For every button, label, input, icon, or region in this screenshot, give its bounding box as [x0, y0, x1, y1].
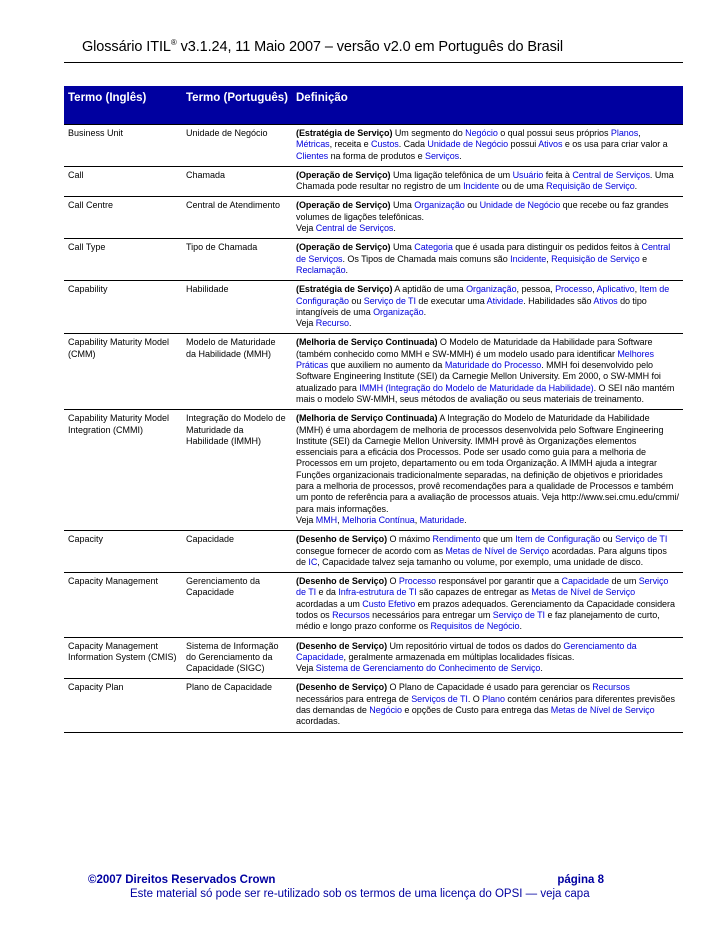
definition-text: feita à: [543, 169, 573, 180]
table-row: [64, 334, 683, 410]
definition-text: responsável por garantir que a: [436, 576, 562, 587]
definition-text: e faz planejamento de curto, médio e longo prazo conforme os: [296, 609, 660, 632]
table-row: [64, 531, 683, 573]
table-row: [64, 573, 683, 637]
glossary-cross-reference[interactable]: Reclamação: [296, 264, 346, 275]
definition-text: .: [634, 181, 638, 192]
definition-text: e da: [316, 587, 339, 598]
definition-text: que é usada para distinguir os pedidos feitos à: [452, 242, 642, 253]
glossary-cross-reference[interactable]: Processo: [398, 576, 437, 587]
definition-text: .: [540, 663, 543, 674]
glossary-cross-reference[interactable]: Capacidade: [561, 576, 610, 587]
glossary-cross-reference[interactable]: Melhoria Contínua: [342, 514, 415, 525]
glossary-cross-reference[interactable]: Métricas: [296, 139, 330, 150]
glossary-cross-reference[interactable]: Requisição de Serviço: [546, 181, 635, 192]
glossary-cross-reference[interactable]: Requisitos de Negócio: [430, 621, 520, 632]
definition-text: que um: [480, 534, 516, 545]
definition-category: (Estratégia de Serviço): [296, 128, 393, 138]
term-definition: [292, 125, 683, 167]
term-portuguese: Integração do Modelo de Maturidade da Habilidade (IMMH): [182, 410, 292, 531]
term-english: Capability: [64, 281, 182, 334]
definition-text: possui: [508, 139, 539, 150]
definition-text: ,: [634, 284, 640, 295]
definition-text: , pessoa,: [516, 284, 556, 295]
term-portuguese: Capacidade: [182, 531, 292, 573]
definition-text: ,: [414, 514, 420, 525]
glossary-cross-reference[interactable]: Categoria: [414, 242, 453, 253]
table-row: [64, 281, 683, 334]
term-definition: [292, 334, 683, 410]
definition-text: .: [464, 514, 467, 525]
glossary-cross-reference[interactable]: Item de Configuração: [296, 284, 670, 306]
term-definition: [292, 197, 683, 239]
glossary-cross-reference[interactable]: Metas de Nível de Serviço: [550, 705, 655, 716]
glossary-cross-reference[interactable]: Metas de Nível de Serviço: [531, 587, 636, 598]
glossary-cross-reference[interactable]: Plano: [482, 693, 505, 704]
glossary-cross-reference[interactable]: Sistema de Gerenciamento do Conhecimento de Serviço: [315, 663, 541, 674]
glossary-cross-reference[interactable]: Serviço de TI: [492, 609, 545, 620]
definition-text: .: [345, 264, 348, 275]
table-row: [64, 679, 683, 732]
definition-text: .: [519, 621, 522, 632]
definition-text: necessários para entregar um: [369, 609, 493, 620]
glossary-cross-reference[interactable]: Recurso: [315, 318, 349, 329]
definition-text: .: [459, 150, 462, 161]
definition-text: O Modelo de Maturidade da Habilidade para Software (também conhecido como MMH e SW-MMH) é um modelo usado para identificar: [296, 337, 653, 359]
definition-text: ou de uma: [499, 181, 547, 192]
definition-text: acordadas.: [296, 716, 341, 727]
glossary-cross-reference[interactable]: Custo Efetivo: [362, 598, 416, 609]
definition-text: consegue fornecer de acordo com as: [296, 545, 446, 556]
glossary-cross-reference[interactable]: Central de Serviços: [296, 242, 671, 264]
term-english: Call Centre: [64, 197, 182, 239]
registered-mark: ®: [170, 38, 177, 47]
term-definition: [292, 679, 683, 732]
header-version: v3.1.24, 11 Maio 2007 – versão v2.0 em Português do Brasil: [176, 39, 564, 55]
term-portuguese: Modelo de Maturidade da Habilidade (MMH): [182, 334, 292, 410]
glossary-cross-reference[interactable]: Recursos: [592, 682, 630, 693]
definition-category: (Operação de Serviço): [296, 200, 391, 211]
definition-text: Um segmento do: [392, 128, 466, 138]
table-row: [64, 197, 683, 239]
definition-text: . O SEI não mantém mais o modelo SW-MMH, seus métodos de avaliação ou seus materiais de treinamento.: [296, 382, 675, 404]
term-portuguese: Chamada: [182, 166, 292, 197]
glossary-cross-reference[interactable]: Clientes: [296, 150, 329, 161]
glossary-cross-reference[interactable]: Incidente: [463, 181, 500, 192]
definition-text: em prazos adequados. Gerenciamento da Capacidade considera todos os: [296, 598, 675, 620]
glossary-cross-reference[interactable]: Maturidade do Processo: [444, 360, 542, 371]
glossary-cross-reference[interactable]: Melhores Práticas: [296, 348, 654, 371]
term-english: Capability Maturity Model Integration (CMMI): [64, 410, 182, 531]
definition-text: que auxiliem no aumento da: [328, 360, 445, 371]
table-header-row: [64, 86, 683, 125]
glossary-cross-reference[interactable]: Central de Serviços: [572, 169, 650, 180]
definition-text: contém cenários para diferentes previsões das demandas de: [296, 693, 675, 716]
definition-text: e opções de Custo para entrega das: [401, 705, 551, 716]
glossary-cross-reference[interactable]: Incidente: [510, 253, 547, 264]
term-definition: [292, 637, 683, 679]
definition-category: (Desenho de Serviço): [296, 576, 388, 587]
header-rule: [64, 62, 683, 63]
definition-text: Veja: [296, 318, 316, 329]
term-definition: [292, 239, 683, 281]
term-english: Capability Maturity Model (CMM): [64, 334, 182, 410]
definition-text: e: [639, 253, 648, 264]
glossary-cross-reference[interactable]: MMH: [315, 514, 338, 525]
glossary-cross-reference[interactable]: Item de Configuração: [515, 534, 601, 545]
glossary-cross-reference[interactable]: Rendimento: [432, 534, 481, 545]
term-english: Call: [64, 166, 182, 197]
definition-text: Veja: [296, 663, 316, 674]
glossary-cross-reference[interactable]: Organização: [414, 200, 465, 211]
table-row: [64, 637, 683, 679]
glossary-cross-reference[interactable]: Serviços de TI: [411, 693, 468, 704]
definition-text: que recebe ou faz grandes volumes de ligações telefônicas.: [296, 200, 669, 222]
definition-text: de um: [609, 576, 639, 587]
glossary-cross-reference[interactable]: IC: [308, 556, 318, 567]
glossary-cross-reference[interactable]: Negócio: [465, 128, 498, 138]
definition-text: .: [393, 223, 396, 234]
term-portuguese: Unidade de Negócio: [182, 125, 292, 167]
definition-text: do tipo intangíveis de uma: [296, 295, 647, 317]
table-row: [64, 239, 683, 281]
definition-text: ou: [348, 295, 364, 306]
term-definition: [292, 166, 683, 197]
col-header-definition: Definição: [292, 86, 683, 125]
footer-copyright: ©2007 Direitos Reservados Crown: [88, 874, 276, 886]
glossary-cross-reference[interactable]: IMMH (Integração do Modelo de Maturidade da Habilidade): [359, 382, 594, 393]
definition-text: . Os Tipos de Chamada mais comuns são: [342, 253, 511, 264]
definition-text: A aptidão de uma: [392, 284, 467, 295]
footer-license: Este material só pode ser re-utilizado sob os termos de uma licença do OPSI — veja capa: [130, 888, 590, 900]
definition-text: . O: [467, 693, 483, 704]
glossary-cross-reference[interactable]: Processo: [555, 284, 593, 295]
header-title: Glossário ITIL: [82, 39, 171, 55]
definition-text: acordadas a um: [296, 598, 363, 609]
definition-category: (Desenho de Serviço): [296, 682, 388, 693]
document-header: [82, 38, 563, 55]
term-definition: [292, 573, 683, 637]
definition-category: (Melhoria de Serviço Continuada): [296, 337, 438, 348]
definition-text: e os usa para criar valor a: [562, 139, 668, 150]
glossary-cross-reference[interactable]: Unidade de Negócio: [479, 200, 561, 211]
definition-text: Uma: [390, 242, 415, 253]
definition-text: ,: [592, 284, 597, 295]
definition-text: Veja: [296, 223, 316, 234]
definition-text: Uma ligação telefônica de um: [390, 169, 513, 180]
table-row: [64, 166, 683, 197]
definition-text: ,: [638, 128, 641, 138]
col-header-term-en: Termo (Inglês): [64, 86, 182, 125]
glossary-cross-reference[interactable]: Planos: [610, 128, 639, 138]
term-english: Capacity Management Information System (CMIS): [64, 637, 182, 679]
term-english: Capacity Management: [64, 573, 182, 637]
definition-text: o qual possui seus próprios: [497, 128, 611, 138]
term-english: Call Type: [64, 239, 182, 281]
term-portuguese: Sistema de Informação do Gerenciamento da Capacidade (SIGC): [182, 637, 292, 679]
table-row: [64, 410, 683, 531]
definition-category: (Operação de Serviço): [296, 242, 391, 253]
definition-text: são capazes de entregar as: [416, 587, 532, 598]
definition-text: . Habilidades são: [523, 295, 594, 306]
glossary-cross-reference[interactable]: Serviço de TI: [615, 534, 668, 545]
glossary-rows: [64, 125, 683, 733]
term-portuguese: Habilidade: [182, 281, 292, 334]
glossary-cross-reference[interactable]: Atividade: [486, 295, 524, 306]
term-portuguese: Gerenciamento da Capacidade: [182, 573, 292, 637]
glossary-cross-reference[interactable]: Custos: [371, 139, 399, 150]
definition-text: . Uma Chamada pode resultar no registro de um: [296, 169, 674, 192]
glossary-cross-reference[interactable]: Ativos: [593, 295, 618, 306]
definition-category: (Estratégia de Serviço): [296, 284, 393, 295]
glossary-table: [64, 86, 683, 733]
col-header-term-pt: Termo (Português): [182, 86, 292, 125]
term-english: Capacity: [64, 531, 182, 573]
term-portuguese: Central de Atendimento: [182, 197, 292, 239]
term-english: Capacity Plan: [64, 679, 182, 732]
glossary-cross-reference[interactable]: Central de Serviços: [315, 223, 394, 234]
definition-text: Um repositório virtual de todos os dados do: [387, 640, 564, 651]
definition-text: .: [348, 318, 352, 329]
definition-text: necessários para entrega de: [296, 693, 412, 704]
definition-text: , receita e: [329, 139, 372, 150]
term-portuguese: Tipo de Chamada: [182, 239, 292, 281]
term-definition: [292, 410, 683, 531]
glossary-cross-reference[interactable]: Requisição de Serviço: [551, 253, 640, 264]
definition-text: ou: [464, 200, 480, 211]
term-definition: [292, 531, 683, 573]
glossary-cross-reference[interactable]: Serviço de TI: [363, 295, 416, 306]
definition-text: .: [423, 306, 427, 317]
definition-text: acordadas. Para alguns tipos de: [296, 545, 667, 567]
footer-page-number: página 8: [557, 874, 604, 886]
glossary-cross-reference[interactable]: Unidade de Negócio: [427, 139, 509, 150]
glossary-cross-reference[interactable]: Serviço de TI: [296, 576, 669, 598]
definition-text: de executar uma: [415, 295, 487, 306]
definition-text: O Plano de Capacidade é usado para gerenciar os: [387, 682, 593, 693]
definition-text: na forma de produtos e: [328, 150, 425, 161]
glossary-cross-reference[interactable]: Usuário: [512, 169, 544, 180]
glossary-cross-reference[interactable]: Organização: [466, 284, 517, 295]
term-portuguese: Plano de Capacidade: [182, 679, 292, 732]
glossary-cross-reference[interactable]: Maturidade: [419, 514, 465, 525]
glossary-cross-reference[interactable]: Organização: [373, 306, 424, 317]
term-english: Business Unit: [64, 125, 182, 167]
definition-text: ,: [546, 253, 552, 264]
definition-text: ,: [337, 514, 343, 525]
definition-text: Veja: [296, 514, 316, 525]
definition-text: O: [387, 576, 399, 587]
glossary-cross-reference[interactable]: Ativos: [538, 139, 563, 150]
definition-category: (Desenho de Serviço): [296, 534, 388, 545]
definition-category: (Desenho de Serviço): [296, 640, 388, 651]
glossary-cross-reference[interactable]: Infra-estrutura de TI: [338, 587, 417, 598]
term-definition: [292, 281, 683, 334]
definition-text: , geralmente armazenada em múltiplas localidades físicas.: [343, 651, 575, 662]
glossary-cross-reference[interactable]: Metas de Nível de Serviço: [445, 545, 550, 556]
footer-line: [88, 874, 604, 886]
glossary-cross-reference[interactable]: Aplicativo: [596, 284, 635, 295]
definition-category: (Operação de Serviço): [296, 169, 391, 180]
glossary-cross-reference[interactable]: Gerenciamento da Capacidade: [296, 640, 637, 662]
definition-text: O máximo: [387, 534, 433, 545]
table-row: [64, 125, 683, 167]
definition-category: (Melhoria de Serviço Continuada): [296, 413, 438, 424]
definition-text: . MMH foi desenvolvido pelo Software Engineering Institute (SEI) da Carnegie Mellon University. Em 2000, o SW-MMH foi atualizado para: [296, 360, 661, 393]
definition-text: . Cada: [398, 139, 428, 150]
glossary-cross-reference[interactable]: Recursos: [332, 609, 370, 620]
definition-text: A Integração do Modelo de Maturidade da Habilidade (MMH) é uma abordagem de melhoria de processos desenvolvida pelo Software Engineering Institute (SEI) da Carnegie Mellon University. IMMH provê às Organizações elementos essenciais para a eficácia dos Processos. Pode ser usado como guia para a melhoria de Processos em um projeto, departamento ou em toda Organização. A IMMH ajuda a integrar Funções organizacionais tradicionalmente separadas, na definição de objetivos e prioridades para a melhoria de processos, provê recomendações para a qualidade de Processos e também um ponto de referência para a avaliação de processos atuais. Veja http://www.sei.cmu.edu/cmmi/ para mais informações.: [296, 413, 680, 514]
definition-text: Uma: [390, 200, 415, 211]
definition-text: , Capacidade talvez seja tamanho ou volume, por exemplo, uma unidade de disco.: [317, 556, 644, 567]
glossary-cross-reference[interactable]: Serviços: [425, 150, 460, 161]
glossary-cross-reference[interactable]: Negócio: [369, 705, 402, 716]
definition-text: ou: [600, 534, 616, 545]
